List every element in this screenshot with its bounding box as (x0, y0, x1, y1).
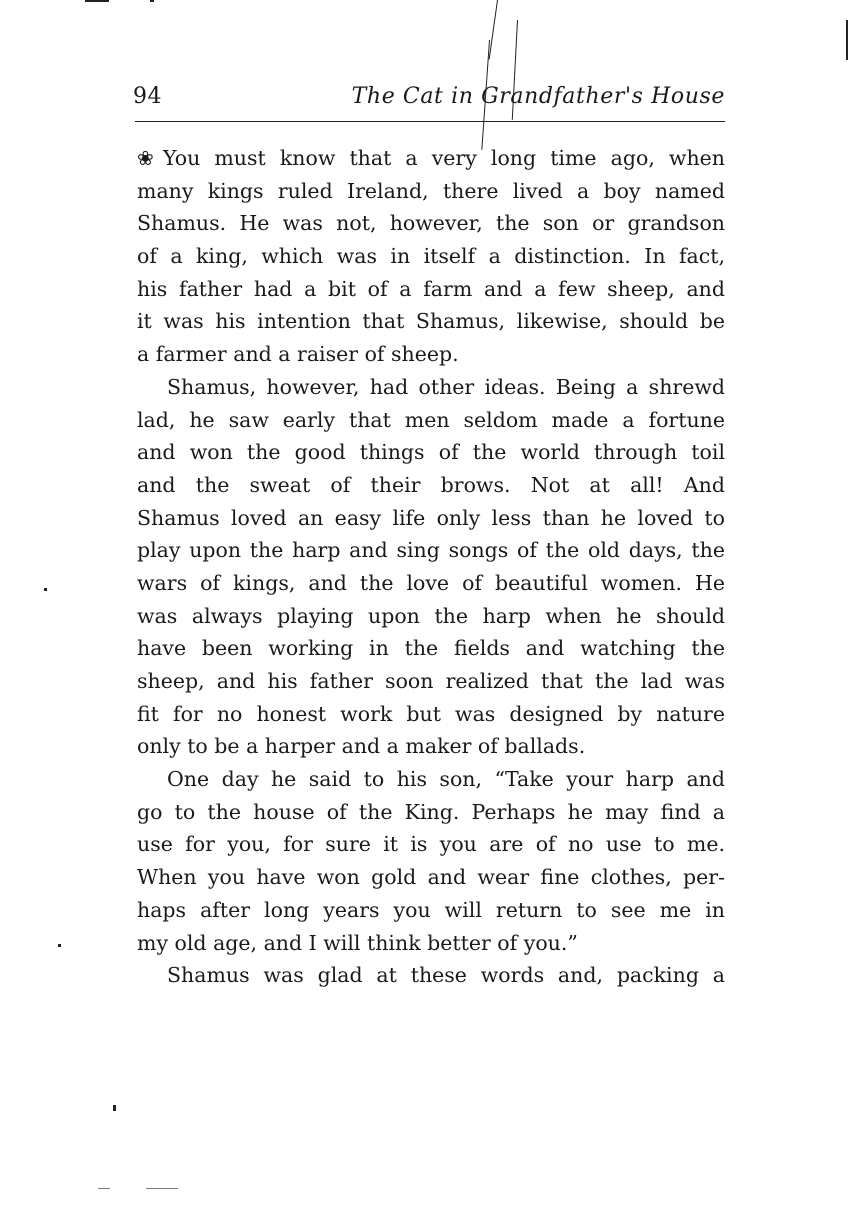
text-line: lad, he saw early that men seldom made a fortune (137, 407, 725, 432)
right-edge-line (846, 20, 848, 60)
text-line: many kings ruled Ireland, there lived a boy named (137, 178, 725, 203)
scan-mark-top-left (85, 0, 109, 2)
flower-ornament-icon: ❀ (137, 146, 154, 170)
paragraph-3 (137, 763, 725, 959)
text-line: fit for no honest work but was designed by nature (137, 701, 725, 726)
text-line: was always playing upon the harp when he should (137, 603, 725, 628)
scan-dot-1 (44, 588, 47, 591)
text-line: go to the house of the King. Perhaps he may find a (137, 799, 725, 824)
paragraph-1 (137, 142, 725, 371)
text-line: his father had a bit of a farm and a few sheep, and (137, 276, 725, 301)
text-line: Shamus, however, had other ideas. Being a shrewd (167, 374, 725, 399)
paragraph-4 (137, 959, 725, 992)
text-line: my old age, and I will think better of you.” (137, 930, 578, 955)
text-line: it was his intention that Shamus, likewise, should be (137, 309, 725, 334)
text-line: Shamus. He was not, however, the son or grandson (137, 211, 725, 236)
text-line: Shamus loved an easy life only less than he loved to (137, 505, 725, 530)
scan-dash-bottom-2 (98, 1188, 110, 1189)
pencil-stroke-1 (489, 0, 498, 59)
text-line: sheep, and his father soon realized that the lad was (137, 669, 725, 693)
scan-dot-2 (58, 944, 61, 947)
body-text (137, 142, 725, 992)
paragraph-2 (137, 371, 725, 763)
page-number: 94 (133, 84, 162, 109)
running-title: The Cat in Grandfather's House (351, 84, 725, 109)
text-line: of a king, which was in itself a distinction. In fact, (137, 244, 725, 269)
text-line: ❀ You must know that a very long time ago, when (137, 142, 725, 175)
scan-dot-3 (113, 1105, 116, 1111)
text-line: Shamus was glad at these words and, packing a (167, 963, 725, 988)
text-line: only to be a harper and a maker of ballads. (137, 734, 586, 759)
text-line: wars of kings, and the love of beautiful women. He (137, 570, 725, 595)
text-line: and the sweat of their brows. Not at all! And (137, 472, 725, 497)
header-rule (135, 121, 725, 122)
text-line: use for you, for sure it is you are of no use to me. (137, 832, 725, 857)
scan-dash-bottom (146, 1188, 178, 1189)
text-line: and won the good things of the world through toil (137, 440, 725, 465)
scan-mark-top-dot (150, 0, 154, 2)
text-line: haps after long years you will return to see me in (137, 897, 725, 922)
text-line: play upon the harp and sing songs of the old days, the (137, 538, 725, 563)
text-line: When you have won gold and wear fine clothes, per- (137, 865, 725, 890)
text-line: a farmer and a raiser of sheep. (137, 342, 459, 367)
text-line: One day he said to his son, “Take your harp and (167, 767, 725, 792)
text-line: have been working in the fields and watching the (137, 636, 725, 661)
